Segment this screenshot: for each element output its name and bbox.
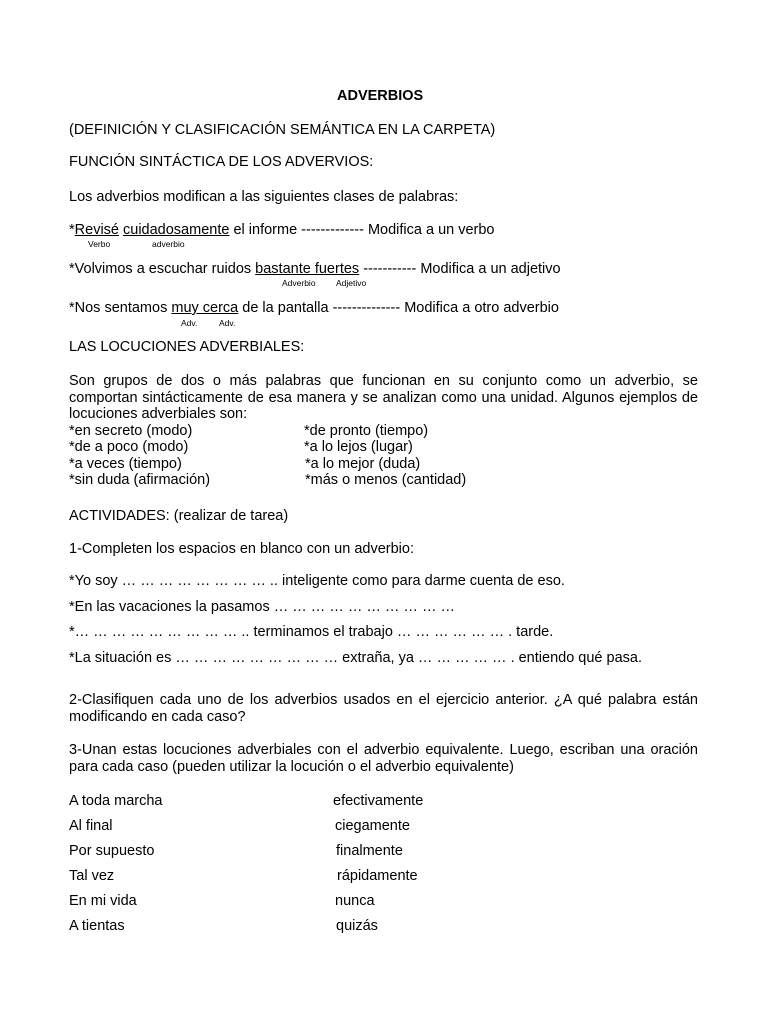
activity-3-instruction: 3-Unan estas locuciones adverbiales con el adverbio equivalente. Luego, escriban una oración para cada caso (pueden utilizar la locución o el adverbio equivalente)	[69, 742, 698, 775]
label-verbo: Verbo	[88, 239, 111, 249]
example-underlined: bastante fuertes	[255, 261, 360, 277]
locucion-right-item: *de pronto (tiempo)	[304, 423, 429, 439]
match-right-item: quizás	[336, 918, 378, 934]
locucion-left-item: *a veces (tiempo)	[69, 456, 182, 472]
label-adverbio: adverbio	[152, 239, 185, 249]
match-left-item: Al final	[69, 818, 113, 834]
locuciones-paragraph: Son grupos de dos o más palabras que funcionan en su conjunto como un adverbio, se comportan sintácticamente de esa manera y se analizan como una unidad. Algunos ejemplos de locuciones adverbiales son:	[69, 373, 698, 422]
example-adjective	[69, 261, 561, 278]
match-right-item: efectivamente	[333, 793, 424, 809]
intro-text: Los adverbios modifican a las siguientes clases de palabras:	[69, 189, 459, 205]
locucion-left-item: *de a poco (modo)	[69, 439, 189, 455]
locuciones-heading: LAS LOCUCIONES ADVERBIALES:	[69, 339, 305, 355]
fill-blank-line: *Yo soy … … … … … … … … .. inteligente como para darme cuenta de eso.	[69, 573, 565, 589]
actividades-heading: ACTIVIDADES: (realizar de tarea)	[69, 508, 289, 524]
fill-blank-line: *La situación es … … … … … … … … … extraña, ya … … … … … . entiendo qué pasa.	[69, 650, 642, 666]
label-adv-1: Adv.	[181, 318, 198, 328]
example-prefix: *	[69, 222, 75, 238]
label-adv-2: Adv.	[219, 318, 236, 328]
match-left-item: Por supuesto	[69, 843, 155, 859]
locucion-left-item: *en secreto (modo)	[69, 423, 193, 439]
fill-blank-line: *En las vacaciones la pasamos … … … … … … … … … …	[69, 599, 455, 615]
example-rest: el informe ------------- Modifica a un verbo	[229, 222, 495, 238]
example-verb-word: Revisé	[74, 222, 119, 238]
example-prefix: *Nos sentamos	[69, 300, 172, 316]
match-right-item: finalmente	[336, 843, 403, 859]
example-prefix: *Volvimos a escuchar ruidos	[69, 261, 256, 277]
match-left-item: En mi vida	[69, 893, 137, 909]
page-title: ADVERBIOS	[337, 88, 424, 104]
match-right-item: rápidamente	[337, 868, 418, 884]
funcion-heading: FUNCIÓN SINTÁCTICA DE LOS ADVERVIOS:	[69, 154, 374, 170]
label-adjetivo: Adjetivo	[336, 278, 367, 288]
locucion-right-item: *a lo mejor (duda)	[305, 456, 421, 472]
example-verb	[69, 222, 495, 239]
match-left-item: A tientas	[69, 918, 125, 934]
example-rest: ----------- Modifica a un adjetivo	[359, 261, 561, 277]
fill-blank-line: *… … … … … … … … … .. terminamos el trabajo … … … … … … . tarde.	[69, 624, 554, 640]
activity-1-instruction: 1-Completen los espacios en blanco con un adverbio:	[69, 541, 414, 557]
example-underlined: muy cerca	[171, 300, 239, 316]
locucion-left-item: *sin duda (afirmación)	[69, 472, 211, 488]
example-adverb-word: cuidadosamente	[123, 222, 230, 238]
example-rest: de la pantalla -------------- Modifica a otro adverbio	[238, 300, 559, 316]
locucion-right-item: *a lo lejos (lugar)	[304, 439, 413, 455]
subtitle: (DEFINICIÓN Y CLASIFICACIÓN SEMÁNTICA EN LA CARPETA)	[69, 122, 496, 138]
match-right-item: nunca	[335, 893, 375, 909]
match-right-item: ciegamente	[335, 818, 410, 834]
match-left-item: A toda marcha	[69, 793, 163, 809]
locucion-right-item: *más o menos (cantidad)	[305, 472, 467, 488]
example-adverb	[69, 300, 559, 317]
match-left-item: Tal vez	[69, 868, 115, 884]
label-adverbio-2: Adverbio	[282, 278, 316, 288]
activity-2-instruction: 2-Clasifiquen cada uno de los adverbios usados en el ejercicio anterior. ¿A qué palabra están modificando en cada caso?	[69, 692, 698, 725]
